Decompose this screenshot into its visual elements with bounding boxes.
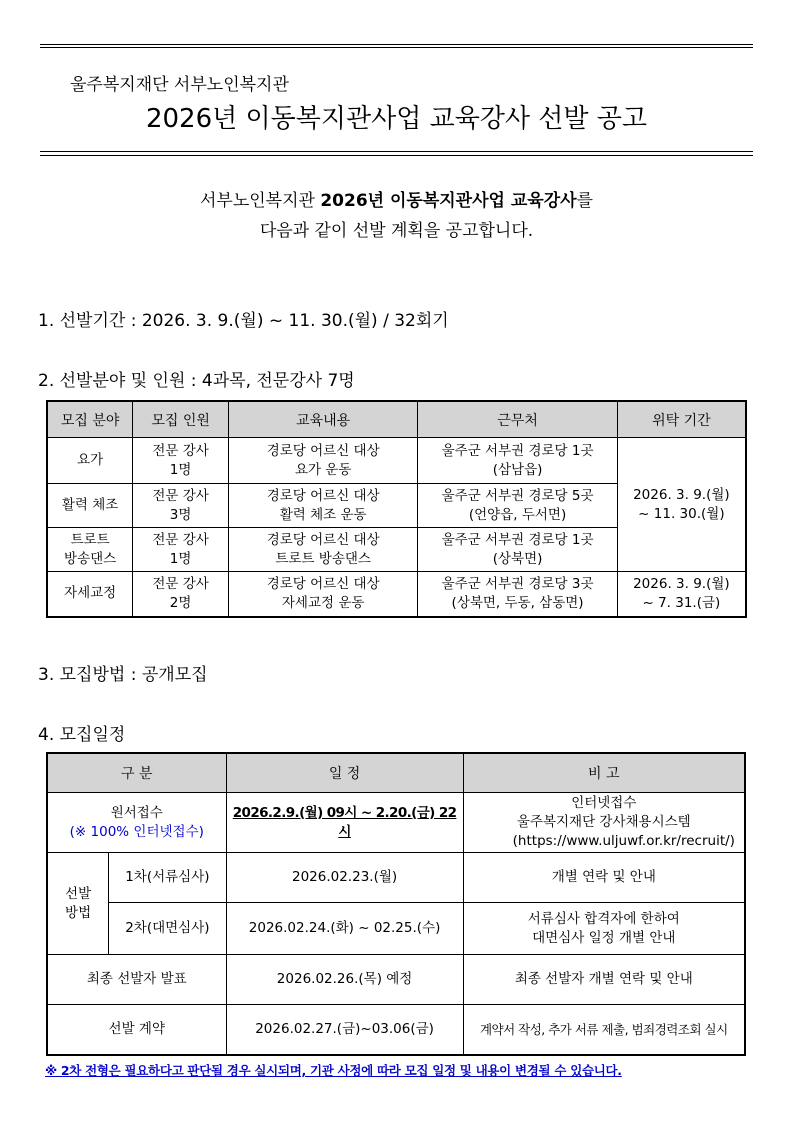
table-row: 2차(대면심사) 2026.02.24.(화) ~ 02.25.(수) 서류심사 합격자에 한하여 대면심사 일정 개별 안내 [47, 903, 745, 955]
title-rule-2 [40, 155, 753, 156]
top-rule-2 [40, 47, 753, 48]
intro-paragraph: 서부노인복지관 2026년 이동복지관사업 교육강사를 다음과 같이 선발 계획을 공고합니다. [199, 191, 593, 241]
table-row: 활력 체조 전문 강사 3명 경로당 어르신 대상 활력 체조 운동 울주군 서부권 경로당 5곳 (언양읍, 두서면) [47, 484, 746, 528]
table-row: 선발 방법 1차(서류심사) 2026.02.23.(월) 개별 연락 및 안내 [47, 853, 745, 903]
section-1-period: 1. 선발기간 : 2026. 3. 9.(월) ~ 11. 30.(월) / 32회기 [38, 311, 449, 331]
section-3-method: 3. 모집방법 : 공개모집 [38, 665, 208, 685]
footnote: ※ 2차 전형은 필요하다고 판단될 경우 실시되며, 기관 사정에 따라 모집 일정 및 내용이 변경될 수 있습니다. [45, 1063, 622, 1078]
table-row: 트로트 방송댄스 전문 강사 1명 경로당 어르신 대상 트로트 방송댄스 울주군 서부권 경로당 1곳 (상북면) [47, 528, 746, 572]
title-rule [40, 151, 753, 152]
top-rule [40, 44, 753, 45]
table-row: 자세교정 전문 강사 2명 경로당 어르신 대상 자세교정 운동 울주군 서부권 경로당 3곳 (상북면, 두동, 삼동면) 2026. 3. 9.(월) ~ 7. 31.(금) [47, 572, 746, 617]
table-row: 최종 선발자 발표 2026.02.26.(목) 예정 최종 선발자 개별 연락 및 안내 [47, 955, 745, 1005]
org-name: 울주복지재단 서부노인복지관 [70, 75, 289, 95]
fields-table [46, 400, 747, 618]
table-header-row: 구 분 일 정 비 고 [47, 753, 745, 793]
period-cell: 2026. 3. 9.(월) ~ 11. 30.(월) [617, 438, 746, 572]
table-row: 원서접수 (※ 100% 인터넷접수) 2026.2.9.(월) 09시 ~ 2.20.(금) 22시 인터넷접수 울주복지재단 강사채용시스템 (https://www.uljuwf.or.kr/recruit/) [47, 793, 745, 853]
schedule-table [46, 752, 746, 1056]
table-row: 요가 전문 강사 1명 경로당 어르신 대상 요가 운동 울주군 서부권 경로당 1곳 (삼남읍) 2026. 3. 9.(월) ~ 11. 30.(월) [47, 438, 746, 484]
table-header-row: 모집 분야 모집 인원 교육내용 근무처 위탁 기간 [47, 401, 746, 438]
section-2-fields: 2. 선발분야 및 인원 : 4과목, 전문강사 7명 [38, 371, 355, 391]
table-row: 선발 계약 2026.02.27.(금)~03.06(금) 계약서 작성, 추가 서류 제출, 범죄경력조회 실시 [47, 1005, 745, 1055]
period-cell: 2026. 3. 9.(월) ~ 7. 31.(금) [617, 572, 746, 617]
section-4-schedule: 4. 모집일정 [38, 725, 126, 745]
intro-highlight: 2026년 이동복지관사업 교육강사 [320, 191, 577, 211]
page-title: 2026년 이동복지관사업 교육강사 선발 공고 [145, 104, 648, 134]
